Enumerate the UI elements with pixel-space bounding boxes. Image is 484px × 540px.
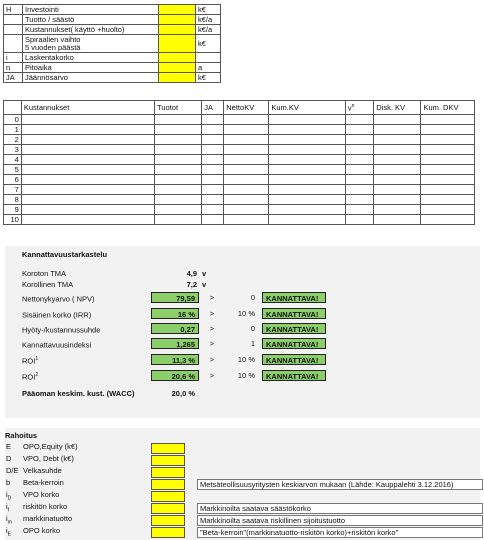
- input-label: Spiraalien vaihto 5 vuoden päästä: [23, 35, 159, 53]
- input-value-field[interactable]: [159, 53, 196, 63]
- input-label: Pitoaika: [23, 63, 159, 73]
- cashflow-cell[interactable]: [269, 195, 346, 205]
- metric-label: [22, 338, 91, 349]
- cashflow-cell[interactable]: [374, 205, 421, 215]
- input-unit: [196, 53, 221, 63]
- cashflow-cell[interactable]: [374, 165, 421, 175]
- cashflow-cell[interactable]: [345, 135, 373, 145]
- input-row: [4, 63, 221, 73]
- rahoitus-input-field[interactable]: [151, 515, 185, 526]
- cashflow-row: [4, 175, 475, 185]
- cashflow-cell[interactable]: [202, 215, 224, 225]
- cashflow-cell[interactable]: [224, 135, 269, 145]
- year-number: 9: [4, 205, 22, 215]
- cashflow-cell[interactable]: [345, 145, 373, 155]
- cashflow-cell[interactable]: [345, 155, 373, 165]
- input-row: [4, 73, 221, 83]
- verdict-box: KANNATTAVA!: [262, 323, 326, 334]
- cashflow-cell[interactable]: [374, 175, 421, 185]
- header-v: v: [347, 103, 352, 113]
- cashflow-cell[interactable]: [345, 165, 373, 175]
- cashflow-cell[interactable]: [202, 185, 224, 195]
- korollinen-label: Korollinen TMA: [22, 280, 74, 289]
- cashflow-cell[interactable]: [21, 145, 154, 155]
- cashflow-row: [4, 145, 475, 155]
- header-diskkv: Disk. KV: [374, 101, 421, 115]
- metric-label-sup: 1: [35, 356, 39, 362]
- cashflow-cell[interactable]: [421, 195, 475, 205]
- input-value-field[interactable]: [159, 35, 196, 53]
- cashflow-row: [4, 215, 475, 225]
- cashflow-row: [4, 205, 475, 215]
- cashflow-cell[interactable]: [269, 135, 346, 145]
- cashflow-cell[interactable]: [155, 125, 202, 135]
- cashflow-cell[interactable]: [21, 175, 154, 185]
- metric-label: [22, 308, 91, 319]
- rahoitus-input-field[interactable]: [151, 503, 185, 514]
- input-unit: k€: [196, 35, 221, 53]
- metric-value-box: 0,27: [151, 323, 199, 334]
- input-symbol: JA: [4, 73, 23, 83]
- input-row: [4, 53, 221, 63]
- cashflow-cell[interactable]: [345, 205, 373, 215]
- rahoitus-input-field[interactable]: [151, 491, 185, 502]
- cashflow-cell[interactable]: [345, 175, 373, 185]
- wacc-value: 20,0 %: [171, 389, 195, 398]
- cashflow-cell[interactable]: [21, 135, 154, 145]
- rahoitus-input-field[interactable]: [151, 455, 185, 466]
- input-value-field[interactable]: [159, 63, 196, 73]
- cashflow-cell[interactable]: [374, 215, 421, 225]
- rahoitus-symbol: [6, 526, 22, 536]
- rahoitus-symbol: [6, 466, 22, 476]
- cashflow-cell[interactable]: [224, 125, 269, 135]
- korollinen-value: 7,2: [186, 280, 197, 289]
- cashflow-cell[interactable]: [269, 215, 346, 225]
- year-number: 4: [4, 155, 22, 165]
- cashflow-cell[interactable]: [155, 115, 202, 125]
- input-value-field[interactable]: [159, 73, 196, 83]
- koroton-label: Koroton TMA: [22, 269, 67, 278]
- rahoitus-symbol-text: i: [6, 502, 8, 511]
- cashflow-cell[interactable]: [155, 185, 202, 195]
- cashflow-cell[interactable]: [374, 185, 421, 195]
- input-label: Tuotto / säästö: [23, 15, 159, 25]
- cashflow-cell[interactable]: [155, 195, 202, 205]
- year-number: 7: [4, 185, 22, 195]
- input-row: [4, 15, 221, 25]
- cashflow-cell[interactable]: [155, 175, 202, 185]
- input-unit: k€/a: [196, 25, 221, 35]
- comparison-sign: >: [209, 309, 215, 318]
- cashflow-table: [3, 100, 475, 225]
- year-number: 2: [4, 135, 22, 145]
- cashflow-cell[interactable]: [269, 155, 346, 165]
- rahoitus-label: Beta-kerroin: [23, 478, 64, 487]
- input-label: Kustannukset( käyttö +huolto): [23, 25, 159, 35]
- cashflow-header-row: [4, 101, 475, 115]
- metric-label-sup: 2: [35, 372, 39, 378]
- header-kustannukset: Kustannukset: [21, 101, 154, 115]
- cashflow-cell[interactable]: [421, 125, 475, 135]
- rahoitus-symbol-sub: m: [7, 519, 12, 526]
- cashflow-cell[interactable]: [345, 195, 373, 205]
- threshold-value: 0: [250, 324, 255, 333]
- threshold-value: 0: [250, 293, 255, 302]
- cashflow-cell[interactable]: [421, 135, 475, 145]
- input-label: Investointi: [23, 5, 159, 15]
- cashflow-cell[interactable]: [155, 205, 202, 215]
- cashflow-cell[interactable]: [421, 185, 475, 195]
- cashflow-cell[interactable]: [421, 165, 475, 175]
- rahoitus-symbol: [6, 502, 22, 512]
- kannattavuus-panel: [5, 246, 480, 418]
- threshold-value: 1: [250, 339, 255, 348]
- rahoitus-input-field[interactable]: [151, 467, 185, 478]
- input-symbol: [4, 15, 23, 25]
- cashflow-cell[interactable]: [202, 165, 224, 175]
- metric-value-box: 20,6 %: [151, 370, 199, 381]
- input-label: Laskentakorko: [23, 53, 159, 63]
- cashflow-cell[interactable]: [374, 135, 421, 145]
- cashflow-cell[interactable]: [374, 155, 421, 165]
- input-symbol: i: [4, 53, 23, 63]
- cashflow-cell[interactable]: [269, 115, 346, 125]
- rahoitus-title: Rahoitus: [5, 431, 38, 440]
- rahoitus-symbol-sub: f: [7, 507, 10, 514]
- input-row: [4, 35, 221, 53]
- input-unit: k€: [196, 5, 221, 15]
- cashflow-cell[interactable]: [202, 155, 224, 165]
- metric-label-text: Hyöty-/kustannussuhde: [22, 325, 101, 335]
- cashflow-cell[interactable]: [155, 165, 202, 175]
- rahoitus-symbol: [6, 454, 22, 464]
- cashflow-cell[interactable]: [21, 215, 154, 225]
- cashflow-cell[interactable]: [345, 185, 373, 195]
- cashflow-cell[interactable]: [155, 155, 202, 165]
- cashflow-cell[interactable]: [21, 155, 154, 165]
- cashflow-cell[interactable]: [374, 125, 421, 135]
- rahoitus-symbol-text: D/E: [6, 466, 19, 475]
- input-unit: k€: [196, 73, 221, 83]
- cashflow-row: [4, 165, 475, 175]
- rahoitus-label: OPO korko: [23, 526, 61, 535]
- comparison-sign: >: [209, 324, 215, 333]
- metric-value-box: 16 %: [151, 308, 199, 319]
- year-number: 0: [4, 115, 22, 125]
- cashflow-cell[interactable]: [421, 215, 475, 225]
- verdict-box: KANNATTAVA!: [262, 292, 326, 303]
- input-symbol: [4, 35, 23, 53]
- rahoitus-label: OPO,Equity (k€): [23, 442, 78, 451]
- input-row: [4, 5, 221, 15]
- cashflow-cell[interactable]: [421, 115, 475, 125]
- rahoitus-symbol-text: i: [6, 526, 8, 535]
- rahoitus-symbol: [6, 490, 22, 500]
- input-symbol: n: [4, 63, 23, 73]
- cashflow-cell[interactable]: [345, 215, 373, 225]
- rahoitus-note: Metsäteollisuusyritysten keskiarvon mukaan (Lähde: Kauppalehti 3.12.2016): [197, 479, 483, 490]
- rahoitus-label: VPO, Debt (k€): [23, 454, 74, 463]
- cashflow-cell[interactable]: [202, 135, 224, 145]
- cashflow-cell[interactable]: [224, 215, 269, 225]
- rahoitus-symbol: [6, 514, 22, 524]
- rahoitus-input-field[interactable]: [151, 479, 185, 490]
- verdict-box: KANNATTAVA!: [262, 370, 326, 381]
- year-number: 8: [4, 195, 22, 205]
- rahoitus-label: Velkasuhde: [23, 466, 62, 475]
- cashflow-cell[interactable]: [374, 115, 421, 125]
- cashflow-cell[interactable]: [21, 205, 154, 215]
- rahoitus-symbol-text: i: [6, 490, 8, 499]
- cashflow-cell[interactable]: [269, 125, 346, 135]
- korollinen-unit: v: [202, 280, 207, 289]
- input-row: [4, 25, 221, 35]
- cashflow-cell[interactable]: [269, 145, 346, 155]
- metric-label-text: Nettonykyarvo ( NPV): [22, 294, 95, 304]
- year-number: 5: [4, 165, 22, 175]
- cashflow-cell[interactable]: [224, 115, 269, 125]
- comparison-sign: >: [209, 355, 215, 364]
- input-value-field[interactable]: [159, 25, 196, 35]
- rahoitus-label: markkinatuotto: [23, 514, 73, 523]
- cashflow-cell[interactable]: [374, 195, 421, 205]
- cashflow-cell[interactable]: [202, 145, 224, 155]
- cashflow-row: [4, 135, 475, 145]
- rahoitus-input-field[interactable]: [151, 527, 185, 538]
- cashflow-cell[interactable]: [421, 205, 475, 215]
- cashflow-cell[interactable]: [21, 165, 154, 175]
- wacc-label: Pääoman keskim. kust. (WACC): [22, 389, 135, 398]
- input-symbol: [4, 25, 23, 35]
- cashflow-cell[interactable]: [421, 145, 475, 155]
- header-v-sup: n: [351, 103, 355, 110]
- rahoitus-symbol-text: b: [6, 478, 11, 487]
- cashflow-cell[interactable]: [202, 205, 224, 215]
- cashflow-cell[interactable]: [202, 175, 224, 185]
- year-number: 10: [4, 215, 22, 225]
- header-vn: [345, 101, 373, 115]
- year-number: 1: [4, 125, 22, 135]
- cashflow-cell[interactable]: [202, 125, 224, 135]
- input-symbol: H: [4, 5, 23, 15]
- header-kumkv: Kum.KV: [269, 101, 346, 115]
- cashflow-cell[interactable]: [21, 125, 154, 135]
- cashflow-cell[interactable]: [21, 195, 154, 205]
- cashflow-cell[interactable]: [224, 185, 269, 195]
- cashflow-cell[interactable]: [224, 155, 269, 165]
- rahoitus-symbol: [6, 478, 22, 488]
- cashflow-cell[interactable]: [155, 145, 202, 155]
- threshold-value: 10 %: [237, 371, 255, 380]
- metric-label: [22, 292, 95, 303]
- cashflow-row: [4, 125, 475, 135]
- cashflow-cell[interactable]: [155, 215, 202, 225]
- cashflow-cell[interactable]: [269, 185, 346, 195]
- year-number: 3: [4, 145, 22, 155]
- input-table: [3, 4, 221, 83]
- cashflow-row: [4, 185, 475, 195]
- input-unit: a: [196, 63, 221, 73]
- metric-label-text: Sisäinen korko (IRR): [22, 310, 92, 320]
- rahoitus-note: Markkinoilta saatava riskillinen sijoitustuotto: [197, 515, 483, 526]
- input-label: Jäännösarvo: [23, 73, 159, 83]
- metric-label: [22, 354, 38, 365]
- header-tuotot: Tuotot: [155, 101, 202, 115]
- input-value-field[interactable]: [159, 5, 196, 15]
- metric-value-box: 79,59: [151, 292, 199, 303]
- cashflow-row: [4, 115, 475, 125]
- metric-label: [22, 323, 100, 334]
- metric-value-box: 1,265: [151, 338, 199, 349]
- cashflow-cell[interactable]: [21, 185, 154, 195]
- metric-value-box: 11,3 %: [151, 354, 199, 365]
- cashflow-cell[interactable]: [269, 165, 346, 175]
- cashflow-cell[interactable]: [224, 195, 269, 205]
- cashflow-cell[interactable]: [202, 195, 224, 205]
- rahoitus-symbol: [6, 442, 22, 452]
- cashflow-cell[interactable]: [224, 145, 269, 155]
- cashflow-row: [4, 155, 475, 165]
- cashflow-row: [4, 195, 475, 205]
- cashflow-cell[interactable]: [202, 115, 224, 125]
- metric-label-text: Kannattavuusindeksi: [22, 340, 92, 350]
- rahoitus-label: riskitön korko: [23, 502, 68, 511]
- threshold-value: 10 %: [237, 309, 255, 318]
- metric-label-text: ROI: [22, 372, 36, 382]
- cashflow-cell[interactable]: [421, 155, 475, 165]
- year-number: 6: [4, 175, 22, 185]
- rahoitus-symbol-sub: E: [7, 531, 12, 538]
- rahoitus-note: Markkinoilta saatava säästökorko: [197, 503, 483, 514]
- rahoitus-symbol-text: D: [6, 454, 12, 463]
- rahoitus-symbol-sub: D: [7, 495, 12, 502]
- verdict-box: KANNATTAVA!: [262, 308, 326, 319]
- cashflow-cell[interactable]: [155, 135, 202, 145]
- cashflow-cell[interactable]: [224, 205, 269, 215]
- koroton-unit: v: [202, 269, 207, 278]
- cashflow-cell[interactable]: [224, 165, 269, 175]
- koroton-value: 4,9: [186, 269, 197, 278]
- cashflow-cell[interactable]: [345, 125, 373, 135]
- verdict-box: KANNATTAVA!: [262, 338, 326, 349]
- verdict-box: KANNATTAVA!: [262, 354, 326, 365]
- cashflow-cell[interactable]: [224, 175, 269, 185]
- header-ja: JA: [202, 101, 224, 115]
- input-value-field[interactable]: [159, 15, 196, 25]
- input-unit: k€/a: [196, 15, 221, 25]
- comparison-sign: >: [209, 293, 215, 302]
- cashflow-cell[interactable]: [421, 175, 475, 185]
- rahoitus-input-field[interactable]: [151, 443, 185, 454]
- comparison-sign: >: [209, 371, 215, 380]
- rahoitus-label: VPO korko: [23, 490, 60, 499]
- rahoitus-symbol-text: E: [6, 442, 12, 451]
- cashflow-cell[interactable]: [21, 115, 154, 125]
- header-nettokv: NettoKV: [224, 101, 269, 115]
- rahoitus-symbol-text: i: [6, 514, 8, 523]
- comparison-sign: >: [209, 339, 215, 348]
- threshold-value: 10 %: [237, 355, 255, 364]
- header-kumdkv: Kum. DKV: [421, 101, 475, 115]
- kannattavuus-title: Kannattavuustarkastelu: [22, 250, 108, 259]
- header-corner: [4, 101, 22, 115]
- cashflow-cell[interactable]: [269, 205, 346, 215]
- metric-label-text: ROI: [22, 356, 36, 366]
- metric-label: [22, 370, 38, 381]
- rahoitus-panel: [5, 428, 480, 540]
- cashflow-cell[interactable]: [374, 145, 421, 155]
- rahoitus-note: "Beta-kerroin"(markkinatuotto-riskitön korko)+riskitön korko": [197, 527, 483, 538]
- cashflow-cell[interactable]: [345, 115, 373, 125]
- cashflow-cell[interactable]: [269, 175, 346, 185]
